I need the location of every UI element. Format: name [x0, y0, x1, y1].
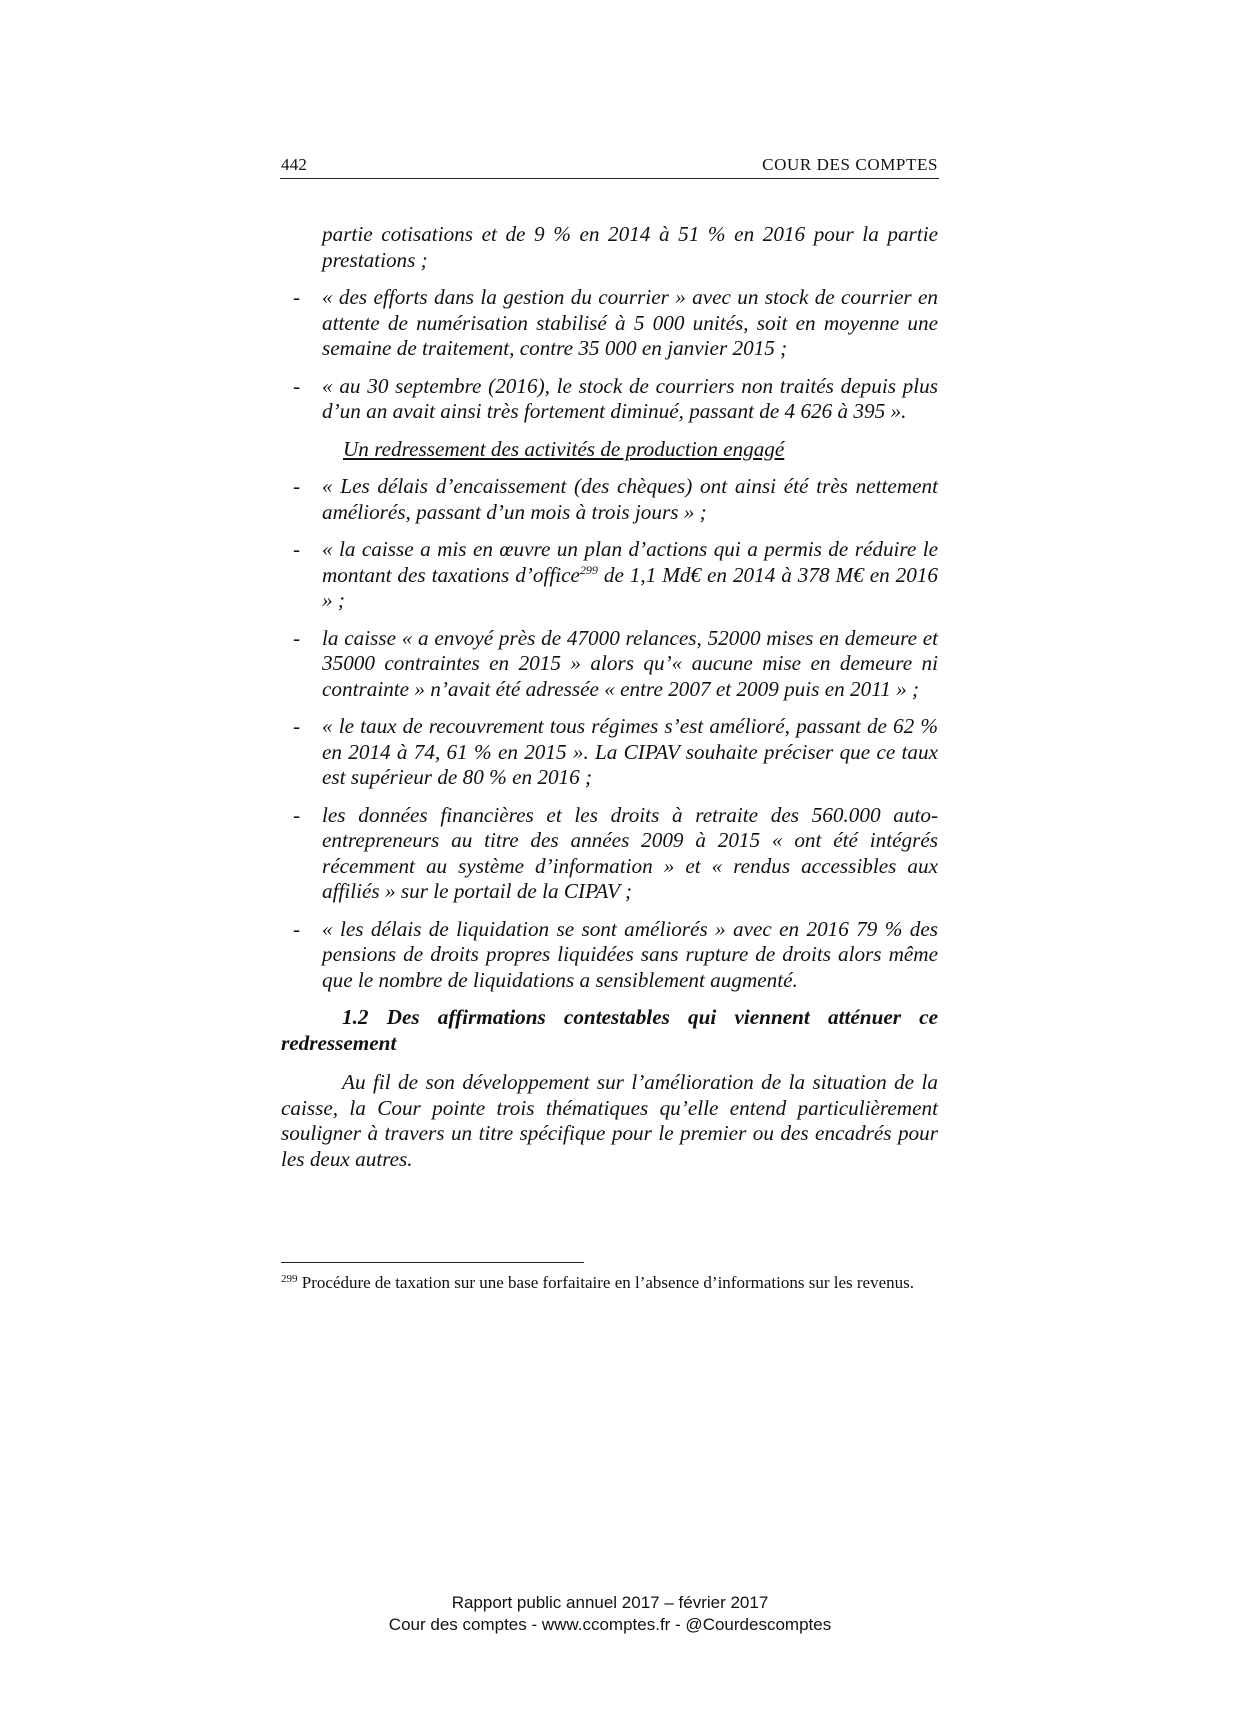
subheading: Un redressement des activités de production engagé [343, 436, 785, 461]
bullet-dash: - [293, 625, 301, 650]
footnote-rule [281, 1262, 584, 1263]
bullet-dash: - [293, 373, 301, 398]
list-item [293, 537, 939, 614]
list-item [293, 714, 938, 791]
list-item-text: « Les délais d’encaissement (des chèques) ont ainsi été très nettement améliorés, passant d’un mois à trois jours » ; [322, 474, 938, 524]
footnote-text: Procédure de taxation sur une base forfaitaire en l’absence d’informations sur les revenus. [297, 1273, 914, 1292]
list-item-text: « des efforts dans la gestion du courrier » avec un stock de courrier en attente de numérisation stabilisé à 5 000 unités, soit en moyenne une semaine de traitement, contre 35 000 en janvier 2015 ; [322, 285, 938, 360]
list-item [293, 625, 938, 703]
page-number: 442 [281, 155, 308, 174]
list-item-text: « au 30 septembre (2016), le stock de courriers non traités depuis plus d’un an avait ainsi très fortement diminué, passant de 4 626 à 395 ». [322, 373, 938, 423]
list-item-text [322, 537, 938, 612]
continuation-text: partie cotisations et de 9 % en 2014 à 51 % en 2016 pour la partie prestations ; [322, 222, 938, 272]
running-header: COUR DES COMPTES [762, 155, 938, 174]
footnote-reference[interactable]: 299 [579, 562, 598, 577]
bullet-dash: - [293, 285, 301, 309]
list-item-text: les données financières et les droits à retraite des 560.000 auto-entrepreneurs au titre des années 2009 à 2015 « ont été intégrés récemment au système d’information » et « rendus accessibles aux affiliés » sur le portail de la CIPAV ; [322, 802, 938, 903]
body-paragraph: Au fil de son développement sur l’amélioration de la situation de la caisse, la Cour pointe trois thématiques qu’elle entend particulièrement souligner à travers un titre spécifique pour le premier ou des encadrés pour les deux autres. [281, 1070, 938, 1171]
page-footer [280, 1592, 940, 1636]
bullet-dash: - [293, 474, 301, 498]
list-item [293, 916, 938, 994]
header-rule [280, 178, 939, 179]
bullet-dash: - [293, 802, 301, 827]
footnote-number: 299 [281, 1273, 298, 1285]
list-item [293, 373, 938, 425]
footer-line-website: Cour des comptes - www.ccomptes.fr - @Courdescomptes [388, 1615, 832, 1634]
list-item-text: la caisse « a envoyé près de 47000 relances, 52000 mises en demeure et 35000 contraintes en 2015 » alors qu’« aucune mise en demeure ni contrainte » n’avait été adressée « entre 2007 et 2009 puis en 2011 » ; [322, 625, 938, 701]
footer-line-report: Rapport public annuel 2017 – février 2017 [451, 1593, 769, 1612]
list-item [293, 285, 938, 362]
list-item-text-part: « la caisse a mis en œuvre un plan d’actions qui a permis de réduire le montant des taxations d’office [322, 537, 938, 587]
bullet-dash: - [293, 714, 301, 738]
bullet-dash: - [293, 916, 301, 941]
list-item [293, 474, 938, 525]
footnote [281, 1272, 938, 1293]
list-item-text-part: de 1,1 Md€ en 2014 à 378 M€ en 2016 » ; [322, 562, 939, 612]
list-item-text: « les délais de liquidation se sont améliorés » avec en 2016 79 % des pensions de droits propres liquidées sans rupture de droits alors même que le nombre de liquidations a sensiblement augmenté. [322, 916, 938, 992]
section-heading: 1.2 Des affirmations contestables qui viennent atténuer ce redressement [281, 1005, 938, 1055]
body-text [281, 222, 938, 1172]
bullet-dash: - [293, 537, 301, 561]
list-item-text: « le taux de recouvrement tous régimes s’est amélioré, passant de 62 % en 2014 à 74, 61 % en 2015 ». La CIPAV souhaite préciser que ce taux est supérieur de 80 % en 2016 ; [322, 714, 938, 789]
list-item [293, 802, 938, 905]
